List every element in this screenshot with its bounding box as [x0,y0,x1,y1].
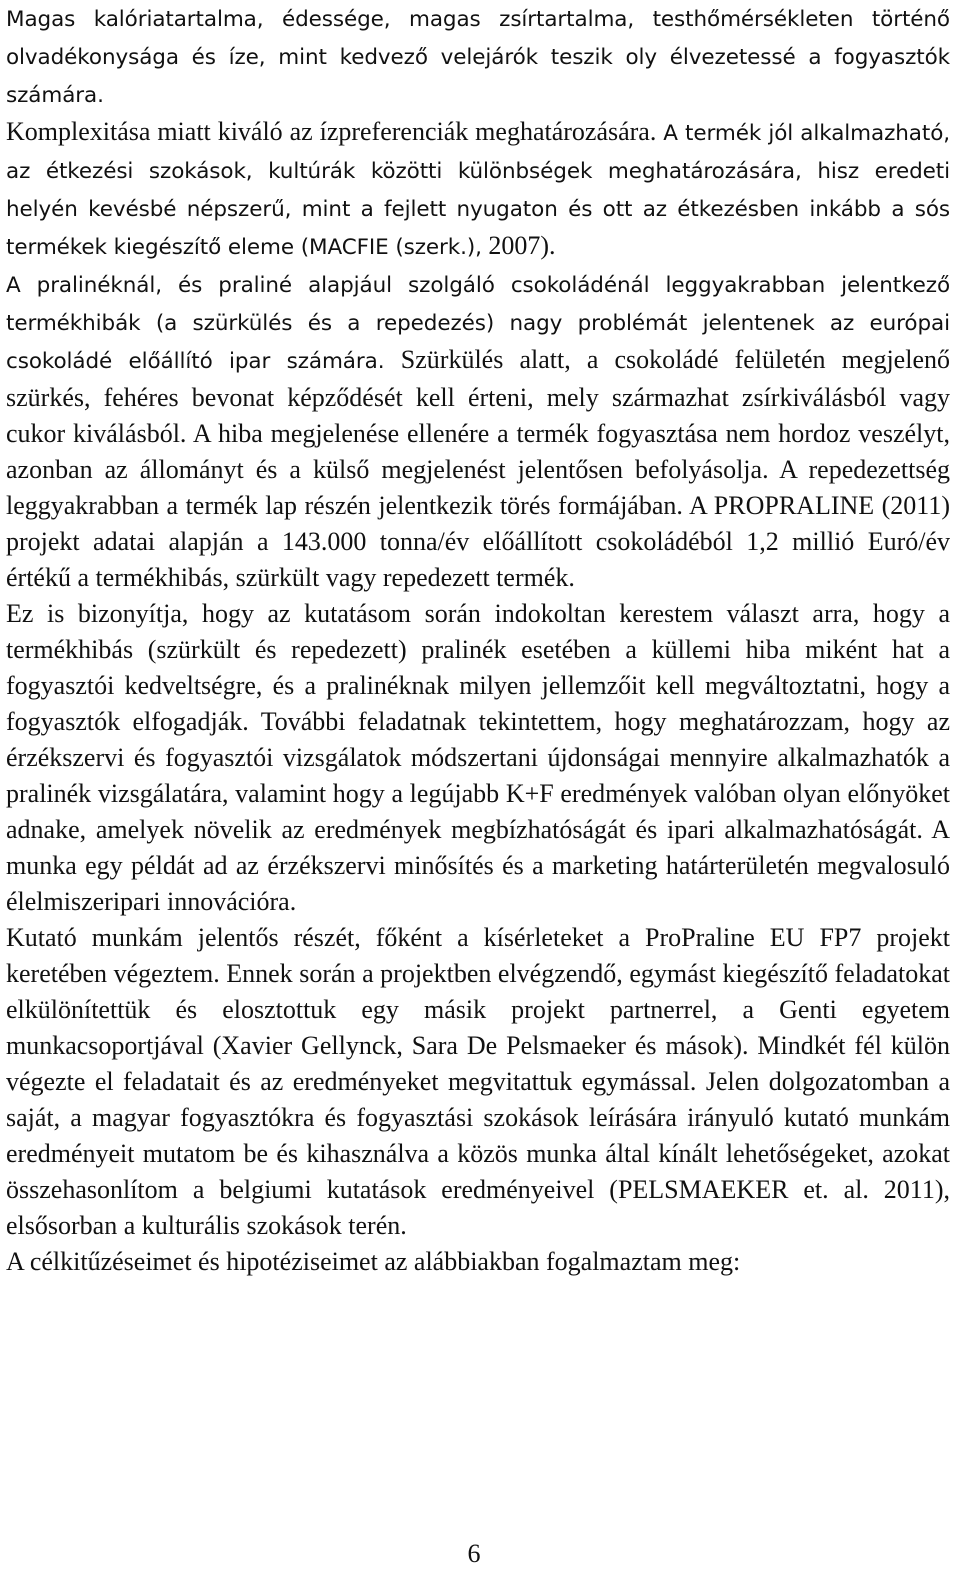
page-number: 6 [467,1539,481,1568]
paragraph [6,266,950,596]
text-segment: A termék jól alkalmazható, az étkezési szokások, kultúrák közötti különbségek meghatározására, hisz eredeti helyén kevésbé népszerű, mint a fejlett nyugaton és ott az étkezésben inkább a sós termékek kiegészítő eleme (MACFIE (szerk.), [6,121,950,260]
text-segment: A célkitűzéseimet és hipotéziseimet az alábbiakban fogalmaztam meg: [6,1247,741,1276]
paragraph [6,920,950,1244]
text-segment: Magas kalóriatartalma, édessége, magas zsírtartalma, testhőmérsékleten történő olvadékonysága és íze, mint kedvező velejárók teszik oly élvezetessé a fogyasztók számára. [6,7,950,108]
text-segment: Ez is bizonyítja, hogy az kutatásom során indokoltan kerestem választ arra, hogy a termékhibás (szürkült és repedezett) pralinék esetében a küllemi hiba miként hat a fogyasztói kedveltségre, és a pralinéknak milyen jellemzőit kell megváltoztatni, hogy a fogyasztók elfogadják. További feladatnak tekintettem, hogy meghatározzam, hogy az érzékszervi és fogyasztói vizsgálatok módszertani újdonságai mennyire alkalmazhatók a pralinék vizsgálatára, valamint hogy a legújabb K+F eredmények valóban olyan előnyöket adnake, amelyek növelik az eredmények megbízhatóságát és ipari alkalmazhatóságát. A munka egy példát ad az érzékszervi minősítés és a marketing határterületén megvalosuló élelmiszeripari innovációra. [6,599,950,916]
paragraph [6,0,950,114]
body-text [6,0,950,1280]
text-segment: 2007). [481,231,556,260]
paragraph [6,1244,950,1280]
paragraph [6,114,950,266]
text-segment: Komplexitása miatt kiváló az ízpreferenciák meghatározására. [6,117,664,146]
paragraph [6,596,950,920]
text-segment: Kutató munkám jelentős részét, főként a kísérleteket a ProPraline EU FP7 projekt keretében végeztem. Ennek során a projektben elvégzendő, egymást kiegészítő feladatokat elkülönítettük és elosztottuk egy másik projekt partnerrel, a Genti egyetem munkacsoportjával (Xavier Gellynck, Sara De Pelsmaeker és mások). Mindkét fél külön végezte el feladatait és az eredményeket megvitattuk egymással. Jelen dolgozatomban a saját, a magyar fogyasztókra és fogyasztási szokások leírására irányuló kutató munkám eredményeit mutatom be és kihasználva a közös munka által kínált lehetőségeket, azokat összehasonlítom a belgiumi kutatások eredményeivel (PELSMAEKER et. al. 2011), elsősorban a kulturális szokások terén. [6,923,950,1240]
text-segment: A pralinéknál, és praliné alapjául szolgáló csokoládénál leggyakrabban jelentkező termékhibák (a szürkülés és a repedezés) nagy problémát jelentenek az európai csokoládé előállító ipar számára. [6,273,950,374]
text-segment: Szürkülés alatt, a csokoládé felületén megjelenő szürkés, fehéres bevonat képződését kell érteni, mely származhat zsírkiválásból vagy cukor kiválásból. A hiba megjelenése ellenére a termék fogyasztása nem hordoz veszélyt, azonban az állományt és a külső megjelenést jelentősen befolyásolja. A repedezettség leggyakrabban a termék lap részén jelentkezik törés formájában. A PROPRALINE (2011) projekt adatai alapján a 143.000 tonna/év előállított csokoládéból 1,2 millió Euró/év értékű a termékhibás, szürkült vagy repedezett termék. [6,345,950,592]
